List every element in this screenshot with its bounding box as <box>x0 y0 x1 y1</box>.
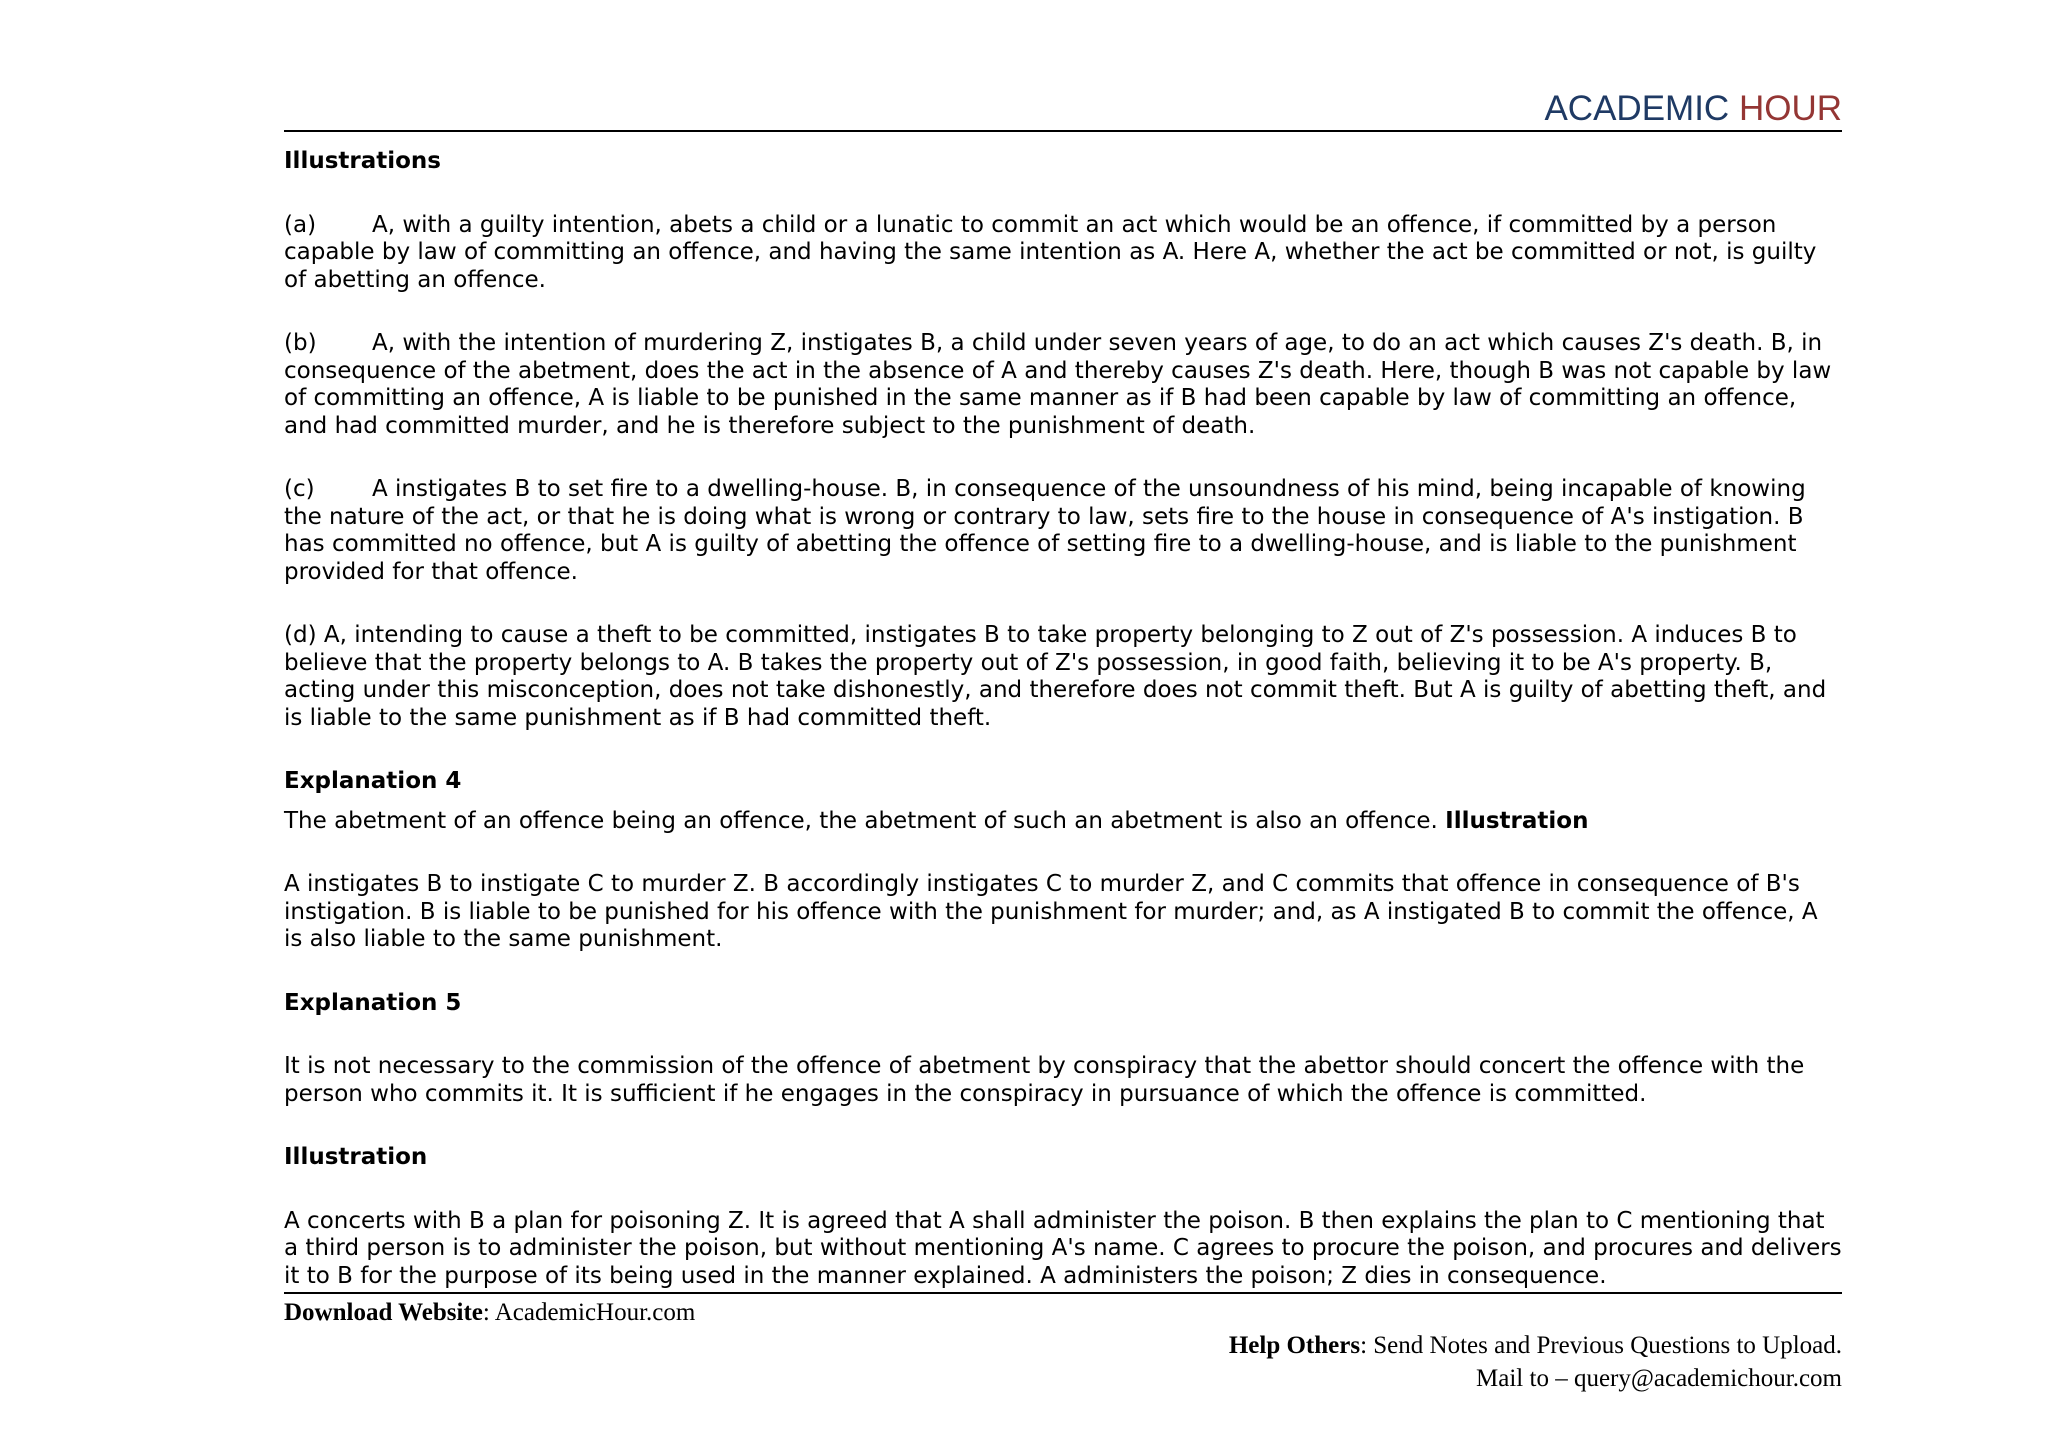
explanation-5-text: It is not necessary to the commission of the offence of abetment by conspiracy that the abettor should concert the offence with the person who commits it. It is sufficient if he engages in the conspiracy in pursuance of which the offence is committed. <box>284 1053 1805 1107</box>
footer-help-text: : Send Notes and Previous Questions to Upload. <box>1360 1332 1842 1359</box>
footer-download-label: Download Website <box>284 1299 483 1326</box>
illustration-a <box>284 212 1842 295</box>
footer-rule <box>284 1292 1842 1294</box>
footer-help <box>1229 1329 1842 1395</box>
illustration-c-label: (c) <box>284 476 315 502</box>
brand-word-hour: HOUR <box>1738 89 1842 128</box>
footer-mail-line[interactable]: Mail to – query@academichour.com <box>1476 1365 1842 1392</box>
footer-help-line <box>1229 1329 1842 1362</box>
footer-download-link[interactable]: : AcademicHour.com <box>482 1299 696 1326</box>
illustration-a-label: (a) <box>284 211 317 238</box>
footer-download <box>284 1296 695 1329</box>
header-rule <box>284 130 1842 132</box>
explanation-4-illustration-heading: Illustration <box>1445 807 1589 834</box>
explanation-5-heading: Explanation 5 <box>284 989 462 1016</box>
illustration-d: (d) A, intending to cause a theft to be committed, instigates B to take property belonging to Z out of Z's possession. A induces B to believe that the property belongs to A. B takes the property out of Z's possession, in good faith, believing it to be A's property. B, acting under this misconception, does not take dishonestly, and therefore does not commit theft. But A is guilty of abetting theft, and is liable to the same punishment as if B had committed theft. <box>284 622 1827 731</box>
explanation-4-body: The abetment of an offence being an offence, the abetment of such an abetment is also an offence. <box>284 807 1438 834</box>
document-page <box>284 0 1842 1448</box>
illustration-c-text: A instigates B to set fire to a dwelling-house. B, in consequence of the unsoundness of his mind, being incapable of knowing the nature of the act, or that he is doing what is wrong or contrary to law, sets fire to the house in consequence of A's instigation. B has committed no offence, but A is guilty of abetting the offence of setting fire to a dwelling-house, and is liable to the punishment provided for that offence. <box>284 476 1806 585</box>
illustration-text: A concerts with B a plan for poisoning Z. It is agreed that A shall administer the poison. B then explains the plan to C mentioning that a third person is to administer the poison, but without mentioning A's name. C agrees to procure the poison, and procures and delivers it to B for the purpose of its being used in the manner explained. A administers the poison; Z dies in consequence. <box>284 1207 1842 1289</box>
explanation-4-illustration: A instigates B to instigate C to murder Z. B accordingly instigates C to murder Z, and C commits that offence in consequence of B's instigation. B is liable to be punished for his offence with the punishment for murder; and, as A instigated B to commit the offence, A is also liable to the same punishment. <box>284 871 1818 952</box>
illustrations-heading: Illustrations <box>284 148 441 174</box>
brand-logo <box>1544 88 1842 130</box>
illustration-heading: Illustration <box>284 1144 428 1170</box>
illustration-b-text: A, with the intention of murdering Z, instigates B, a child under seven years of age, to do an act which causes Z's death. B, in consequence of the abetment, does the act in the absence of A and thereby causes Z's death. Here, though B was not capable by law of committing an offence, A is liable to be punished in the same manner as if B had been capable by law of committing an offence, and had committed murder, and he is therefore subject to the punishment of death. <box>284 330 1832 439</box>
illustration-a-text: A, with a guilty intention, abets a child or a lunatic to commit an act which would be an offence, if committed by a person capable by law of committing an offence, and having the same intention as A. Here A, whether the act be committed or not, is guilty of abetting an offence. <box>284 211 1817 293</box>
illustration-b <box>284 330 1842 440</box>
illustration-b-label: (b) <box>284 330 317 356</box>
illustration-c <box>284 476 1842 586</box>
document-body <box>284 148 1842 1290</box>
footer-help-label: Help Others <box>1228 1332 1361 1359</box>
explanation-4-text <box>284 808 1842 836</box>
brand-word-academic: ACADEMIC <box>1544 89 1730 128</box>
explanation-4-heading: Explanation 4 <box>284 768 462 794</box>
